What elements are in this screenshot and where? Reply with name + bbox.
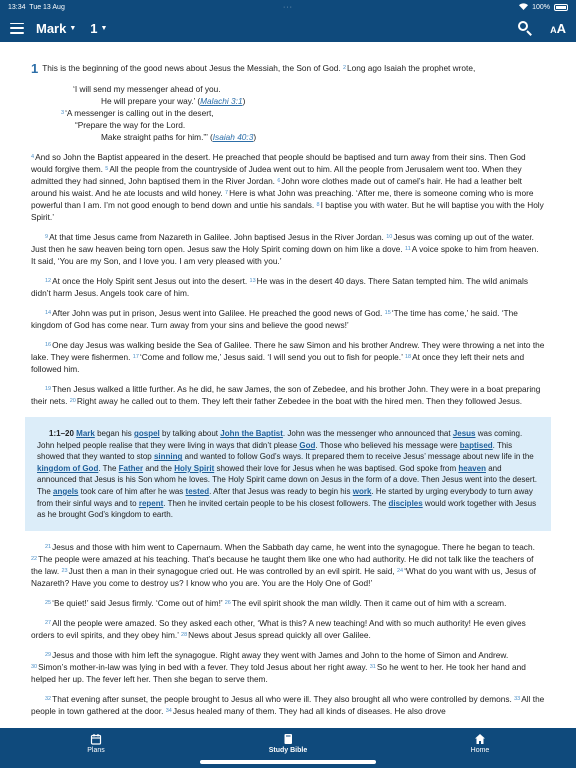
chapter-selector[interactable] [90,21,107,36]
caret-down-icon: ▼ [100,24,108,32]
verse-paragraph: $^{32}$That evening after sunset, the people brought to Jesus all who were ill. They also brought all who were controlled by demons. $^{33}$All the people in town gathered at the door. $^{34}$Jesus healed many of them. They had all kinds of diseases. He also drove [31,693,545,716]
status-time-date [8,4,195,11]
top-nav-bar [0,14,576,42]
search-icon[interactable] [516,19,534,37]
keyword-link[interactable]: gospel [133,429,160,438]
keyword-link[interactable]: Mark [76,429,95,438]
book-selector[interactable] [36,21,76,36]
keyword-link[interactable]: Jesus [452,429,476,438]
verse-paragraph: 1 This is the beginning of the good news about Jesus the Messiah, the Son of God. $^2$Long ago Isaiah the prophet wrote, [31,61,476,76]
keyword-link[interactable]: disciples [388,498,423,508]
keyword-link[interactable]: John the Baptist [220,429,283,438]
verse-paragraph: $^{21}$Jesus and those with him went to Capernaum. When the Sabbath day came, he went into the synagogue. There he began to teach. $^{22}$The people were amazed at his teaching. That’s because he taught them like one who had authority. He did not talk like the teachers of the law. $^{23}$Just then a man in their synagogue cried out. He was controlled by an evil spirit. He said, $^{24}$‘What do you want with us, Jesus of Nazareth? Have you come to destroy us? I know who you are. You are the Holy One of God!’ [31,541,536,588]
tab-label: Home [470,747,490,754]
font-size-button[interactable]: AA [550,20,566,36]
keyword-link[interactable]: angels [53,486,79,496]
verse-paragraph: $^{16}$One day Jesus was walking beside the Sea of Galilee. There he saw Simon and his brother Andrew. They were throwing a net into the lake. They were fishermen. $^{17}$‘Come and follow me,’ Jesus said. ‘I will send you out to fish for people.’ $^{18}$At once they left their nets and followed him. [31,340,545,374]
keyword-link[interactable]: tested [185,486,210,496]
verse-paragraph: $^{19}$Then Jesus walked a little further. As he did, he saw James, the son of Zebedee, and his brother John. They were in a boat preparing their nets. $^{20}$Right away he called out to them. They left their father Zebedee in the boat with the hired men. Then they followed Jesus. [31,384,541,406]
chapter-number: 1 [31,61,39,76]
keyword-link[interactable]: Father [118,463,144,473]
battery-percent: 100% [532,3,551,11]
keyword-link[interactable]: God [299,440,316,450]
chapter-name: 1 [90,20,98,36]
keyword-link[interactable]: Holy Spirit [174,463,215,473]
verse-paragraph: $^{14}$After John was put in prison, Jesus went into Galilee. He preached the good news of God. $^{15}$‘The time has come,’ he said. ‘The kingdom of God has come near. Turn away from your sins and believe the good news!’ [31,308,518,330]
cross-reference-link[interactable]: Isaiah 40:3 [212,132,254,142]
study-note: 1:1–20 Mark began his gospel by talking about John the Baptist. John was the messenger who announced that Jesus was coming. John helped people realise that they were living in ways that didn’t please God. Those who believed his message were baptised. This showed that they wanted to stop sinning and wanted to follow God’s ways. It prepared them to receive Jesus’ message about new life in the kingdom of God. The Father and the Holy Spirit showed their love for Jesus when he was baptised. God spoke from heaven and announced that Jesus is his Son whom he loves. The Holy Spirit came down on Jesus in the form of a dove. Then Jesus went into the desert. The angels took care of him after he was tested. After that Jesus was ready to begin his work. He started by urging everybody to turn away from their sinful ways and to repent. Then he invited certain people to be his closest followers. The disciples would work together with Jesus as he brought God’s kingdom to earth. [25,417,551,531]
keyword-link[interactable]: heaven [458,463,486,473]
multitask-dots[interactable]: ··· [283,3,293,11]
scripture-content[interactable] [0,42,576,728]
verse-paragraph: $^{25}$‘Be quiet!’ said Jesus firmly. ‘Come out of him!’ $^{26}$The evil spirit shook the man wildly. Then it came out of him with a scream. [45,597,507,608]
menu-icon[interactable] [10,23,24,34]
verse-paragraph: $^{12}$At once the Holy Spirit sent Jesus out into the desert. $^{13}$He was in the desert 40 days. There Satan tempted him. The wild animals didn’t harm Jesus. Angels took care of him. [31,276,528,298]
cross-reference-link[interactable]: Malachi 3:1 [200,96,243,106]
calendar-icon [90,733,102,745]
keyword-link[interactable]: baptised [459,440,493,450]
verse-paragraph: $^{27}$All the people were amazed. So they asked each other, ‘What is this? A new teaching! And with so much authority! He even gives orders to evil spirits, and they obey him.’ $^{28}$News about Jesus spread quickly all over Galilee. [31,617,526,640]
verse-paragraph: $^9$At that time Jesus came from Nazareth in Galilee. John baptised Jesus in the River Jordan. $^{10}$Jesus was coming up out of the water. Just then he saw heaven being torn open. Jesus saw the Holy Spirit coming down on him like a dove. $^{11}$A voice spoke to him from heaven. It said, ‘You are my Son, and I love you. I am very pleased with you.’ [31,232,539,266]
wifi-icon [519,3,528,12]
keyword-link[interactable]: work [352,486,372,496]
keyword-link[interactable]: sinning [153,452,183,462]
keyword-link[interactable]: kingdom of God [37,463,99,473]
poetry-quote: ‘I will send my messenger ahead of you. He will prepare your way.’ (Malachi 3:1) $^3$‘A messenger is calling out in the desert, “Prepare the way for the Lord. Make straight paths for him.”’ (Isaiah 40:3) [61,84,257,142]
battery-icon [554,4,568,11]
home-icon [474,733,486,745]
status-bar [0,0,576,14]
status-time: 13:34 [8,3,26,11]
tab-home[interactable] [384,728,576,768]
caret-down-icon: ▼ [69,24,77,32]
status-indicators [381,3,568,12]
book-name: Mark [36,20,67,36]
book-icon [282,733,294,745]
tab-label: Plans [87,747,105,754]
study-note-reference: 1:1–20 [49,429,74,438]
home-indicator[interactable] [200,760,376,764]
tab-plans[interactable] [0,728,192,768]
status-date: Tue 13 Aug [29,3,65,11]
tab-label: Study Bible [268,747,308,754]
keyword-link[interactable]: repent [138,498,164,508]
verse-paragraph: $^4$And so John the Baptist appeared in the desert. He preached that people should be baptised and turn away from their sins. Then God would forgive them. $^5$All the people from the countryside of Judea went out to him. All the people from Jerusalem went too. When they admitted they had sinned, John baptised them in the River Jordan. $^6$John wore clothes made out of camel’s hair. He had a leather belt around his waist. And he ate locusts and wild honey. $^7$Here is what John was preaching. ‘After me, there is someone coming who is more powerful than I am. I’m not good enough to bend down and untie his sandals. $^8$I baptise you with water. But he will baptise you with the Holy Spirit.’ [31,152,544,222]
verse-paragraph: $^{29}$Jesus and those with him left the synagogue. Right away they went with James and John to the home of Simon and Andrew. $^{30}$Simon’s mother-in-law was lying in bed with a fever. They told Jesus about her right away. $^{31}$So he went to her. He took her hand and helped her up. The fever left her. Then she began to serve them. [31,649,526,684]
